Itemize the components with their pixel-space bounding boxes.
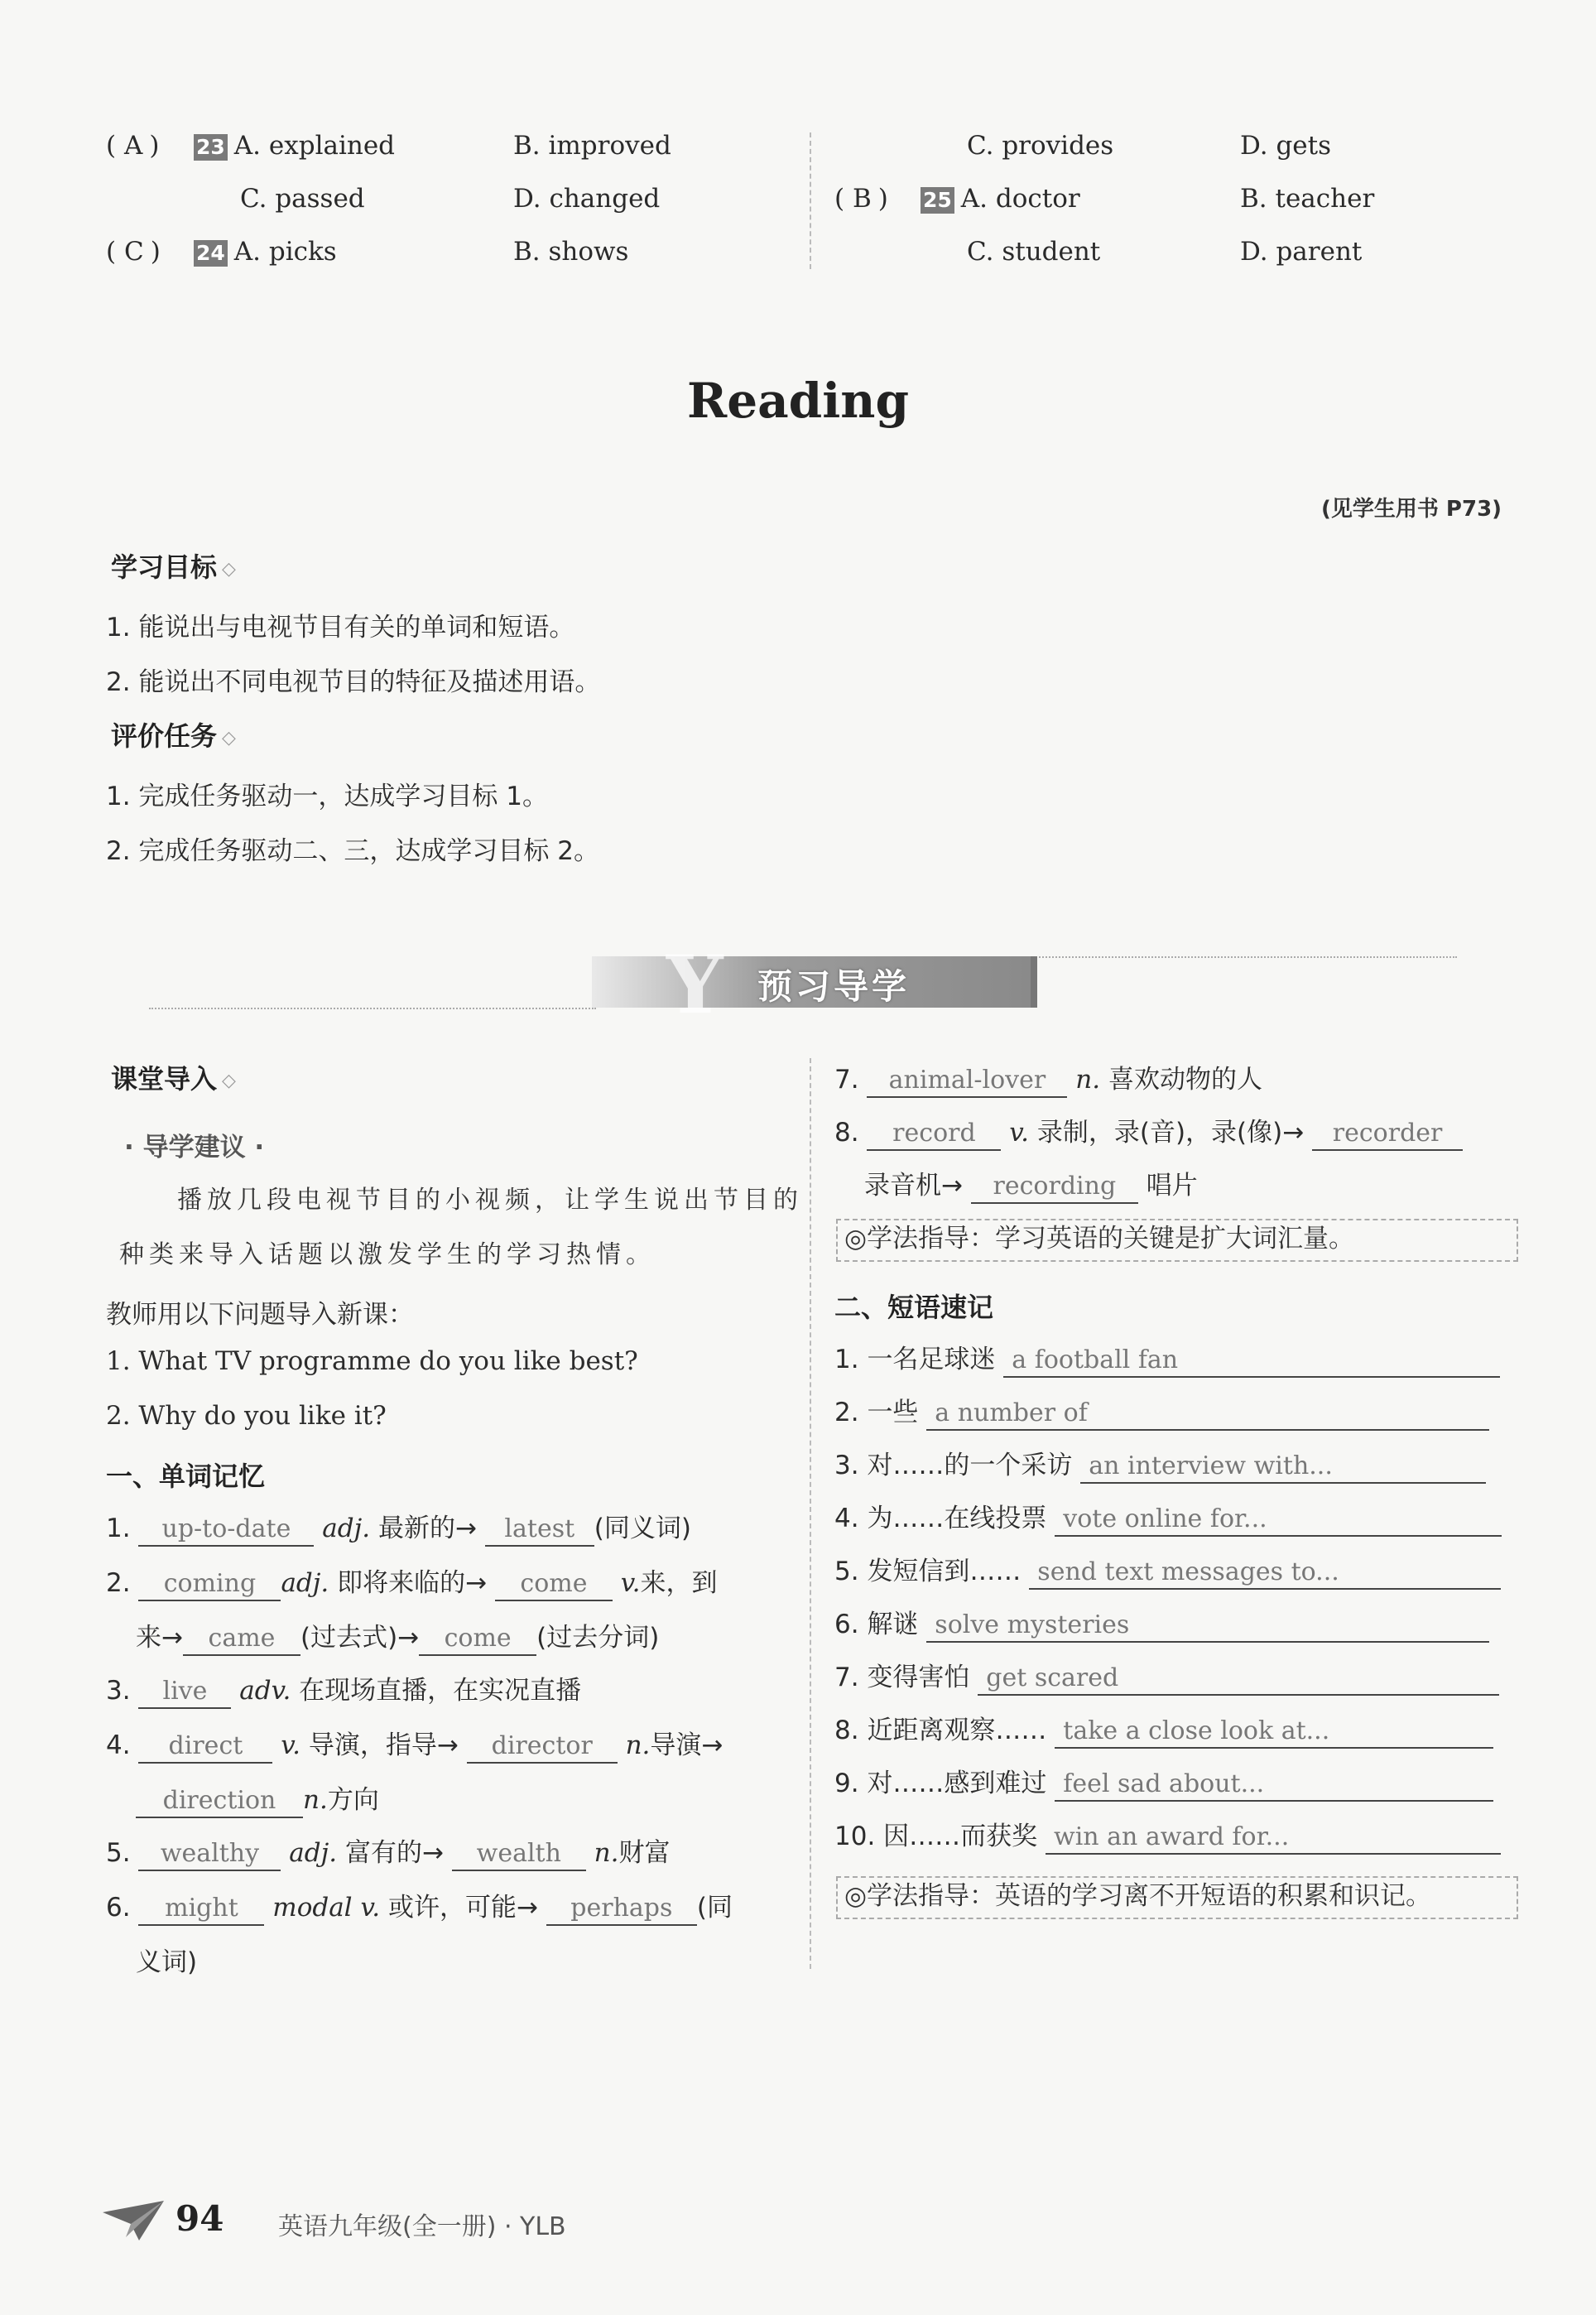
banner-left-line	[149, 1008, 596, 1009]
phrase-answer: a football fan	[1003, 1345, 1500, 1378]
phrase-item: 10. 因……而获奖 win an award for...	[834, 1815, 1501, 1855]
q24-option-a: A. picks	[233, 237, 337, 267]
vocab-item-4: 4. direct v. 导演，指导→ director n.导演→	[106, 1724, 723, 1764]
vocab-item-2-cont: 来→ came (过去式)→ come (过去分词)	[136, 1616, 659, 1656]
phrase-answer: send text messages to...	[1029, 1557, 1501, 1590]
tasks-heading: 评价任务 ◇	[111, 720, 236, 752]
student-book-reference: (见学生用书 P73)	[1321, 497, 1502, 522]
diamond-icon: ◇	[222, 727, 236, 748]
q25-option-d: D. parent	[1240, 237, 1363, 267]
q25-option-b: B. teacher	[1240, 184, 1375, 214]
vocab-5-answer: wealthy	[138, 1838, 281, 1871]
vocab-item-1: 1. up-to-date adj. 最新的→ latest (同义词)	[106, 1507, 691, 1547]
vocab-7-answer: animal-lover	[867, 1065, 1067, 1098]
vocab-1-answer: up-to-date	[138, 1514, 314, 1547]
phrase-item: 4. 为……在线投票 vote online for...	[834, 1497, 1502, 1537]
goal-item-2: 2. 能说出不同电视节目的特征及描述用语。	[106, 667, 601, 697]
banner-label: 预习导学	[757, 966, 911, 1007]
phrase-answer: take a close look at...	[1055, 1716, 1493, 1749]
q24-row	[194, 237, 337, 267]
vocab-item-4-cont: direction n.方向	[136, 1778, 379, 1818]
phrase-item: 8. 近距离观察…… take a close look at...	[834, 1709, 1493, 1749]
vocab-8-answer: record	[867, 1118, 1001, 1151]
phrase-answer: a number of	[926, 1398, 1489, 1431]
phrase-item: 9. 对……感到难过 feel sad about...	[834, 1762, 1493, 1802]
phrase-item: 1. 一名足球迷 a football fan	[834, 1338, 1500, 1378]
vocab-item-6: 6. might modal v. 或许，可能→ perhaps (同	[106, 1886, 733, 1926]
vocab-2-verb: come	[495, 1568, 613, 1601]
banner-right-line	[1026, 956, 1457, 958]
phrase-item: 3. 对……的一个采访 an interview with...	[834, 1444, 1486, 1484]
task-item-1: 1. 完成任务驱动一，达成学习目标 1。	[106, 782, 549, 811]
diamond-icon: ◇	[222, 558, 236, 580]
phrase-answer: an interview with...	[1080, 1451, 1486, 1484]
vocab-2-participle: come	[419, 1623, 536, 1656]
vocab-5-noun: wealth	[452, 1838, 586, 1871]
q25-option-c: C. student	[967, 237, 1101, 267]
phrases-heading: 二、短语速记	[834, 1292, 994, 1323]
vocab-2-past: came	[183, 1623, 300, 1656]
vocab-item-7: 7. animal-lover n. 喜欢动物的人	[834, 1058, 1262, 1098]
goals-heading: 学习目标 ◇	[111, 551, 236, 583]
phrase-item: 5. 发短信到…… send text messages to...	[834, 1550, 1501, 1590]
q23-option-d: D. changed	[513, 184, 661, 214]
vocab-8-noun: recorder	[1312, 1118, 1463, 1151]
q24-option-c: C. provides	[967, 131, 1114, 161]
phrase-item: 2. 一些 a number of	[834, 1391, 1489, 1431]
q23-option-c: C. passed	[240, 184, 365, 214]
vocab-6-synonym: perhaps	[546, 1893, 697, 1926]
column-divider	[810, 132, 811, 269]
q25-number: 25	[921, 187, 954, 214]
vocab-6-answer: might	[138, 1893, 264, 1926]
q23-row	[194, 131, 395, 161]
intro-question-2: 2. Why do you like it?	[106, 1401, 387, 1431]
q25-option-a: A. doctor	[960, 184, 1080, 214]
vocab-8-recording: recording	[971, 1171, 1138, 1204]
intro-lead: 教师用以下问题导入新课：	[106, 1300, 414, 1330]
task-item-2: 2. 完成任务驱动二、三，达成学习目标 2。	[106, 836, 600, 866]
tip-line-1: 播放几段电视节目的小视频，让学生说出节目的	[177, 1186, 803, 1215]
q24-number: 24	[194, 240, 228, 267]
page-number: 94	[175, 2198, 224, 2239]
intro-heading: 课堂导入 ◇	[111, 1063, 236, 1095]
vocab-item-2: 2. coming adj. 即将来临的→ come v.来，到	[106, 1562, 718, 1601]
q23-answer: ( A)	[106, 131, 160, 161]
diamond-icon: ◇	[222, 1070, 236, 1091]
lower-column-divider	[810, 1058, 811, 1969]
vocab-3-answer: live	[138, 1676, 231, 1709]
section-banner	[149, 938, 1473, 1032]
phrase-answer: win an award for...	[1046, 1822, 1501, 1855]
phrase-answer: solve mysteries	[926, 1610, 1489, 1643]
phrase-item: 7. 变得害怕 get scared	[834, 1656, 1499, 1696]
phrase-answer: feel sad about...	[1055, 1769, 1493, 1802]
tip-label: · 导学建议 ·	[124, 1133, 265, 1162]
vocab-item-3: 3. live adv. 在现场直播，在实况直播	[106, 1669, 581, 1709]
vocab-heading: 一、单词记忆	[106, 1461, 266, 1492]
intro-question-1: 1. What TV programme do you like best?	[106, 1346, 638, 1376]
q23-option-b: B. improved	[513, 131, 671, 161]
q25-row	[921, 184, 1080, 214]
phrase-item: 6. 解谜 solve mysteries	[834, 1603, 1489, 1643]
plane-icon	[101, 2196, 166, 2244]
vocab-item-5: 5. wealthy adj. 富有的→ wealth n.财富	[106, 1831, 670, 1871]
q23-number: 23	[194, 134, 228, 161]
q24-option-b: B. shows	[513, 237, 629, 267]
vocab-4-answer: direct	[138, 1730, 272, 1764]
vocab-item-8: 8. record v. 录制，录(音)，录(像)→ recorder	[834, 1111, 1463, 1151]
vocab-item-8-cont: 录音机→ recording 唱片	[864, 1164, 1198, 1204]
goal-item-1: 1. 能说出与电视节目有关的单词和短语。	[106, 613, 575, 643]
banner-letter: Y	[666, 938, 723, 1032]
vocab-1-synonym: latest	[485, 1514, 594, 1547]
phrases-guide-box: ◎学法指导：英语的学习离不开短语的积累和识记。	[836, 1876, 1518, 1919]
q23-option-a: A. explained	[233, 131, 396, 161]
vocab-guide-box: ◎学法指导：学习英语的关键是扩大词汇量。	[836, 1219, 1518, 1262]
tip-line-2: 种类来导入话题以激发学生的学习热情。	[119, 1240, 656, 1269]
vocab-4-noun: director	[467, 1730, 618, 1764]
page-title: Reading	[687, 373, 909, 429]
phrase-answer: get scared	[978, 1663, 1499, 1696]
phrase-answer: vote online for...	[1055, 1504, 1502, 1537]
q25-answer: ( B)	[834, 184, 888, 214]
vocab-4-direction: direction	[136, 1785, 303, 1818]
vocab-2-answer: coming	[138, 1568, 281, 1601]
book-title: 英语九年级(全一册) · YLB	[278, 2212, 566, 2241]
q24-option-d: D. gets	[1240, 131, 1332, 161]
q24-answer: ( C)	[106, 237, 161, 267]
vocab-item-6-cont: 义词)	[136, 1947, 198, 1977]
banner-box	[592, 938, 1037, 1032]
